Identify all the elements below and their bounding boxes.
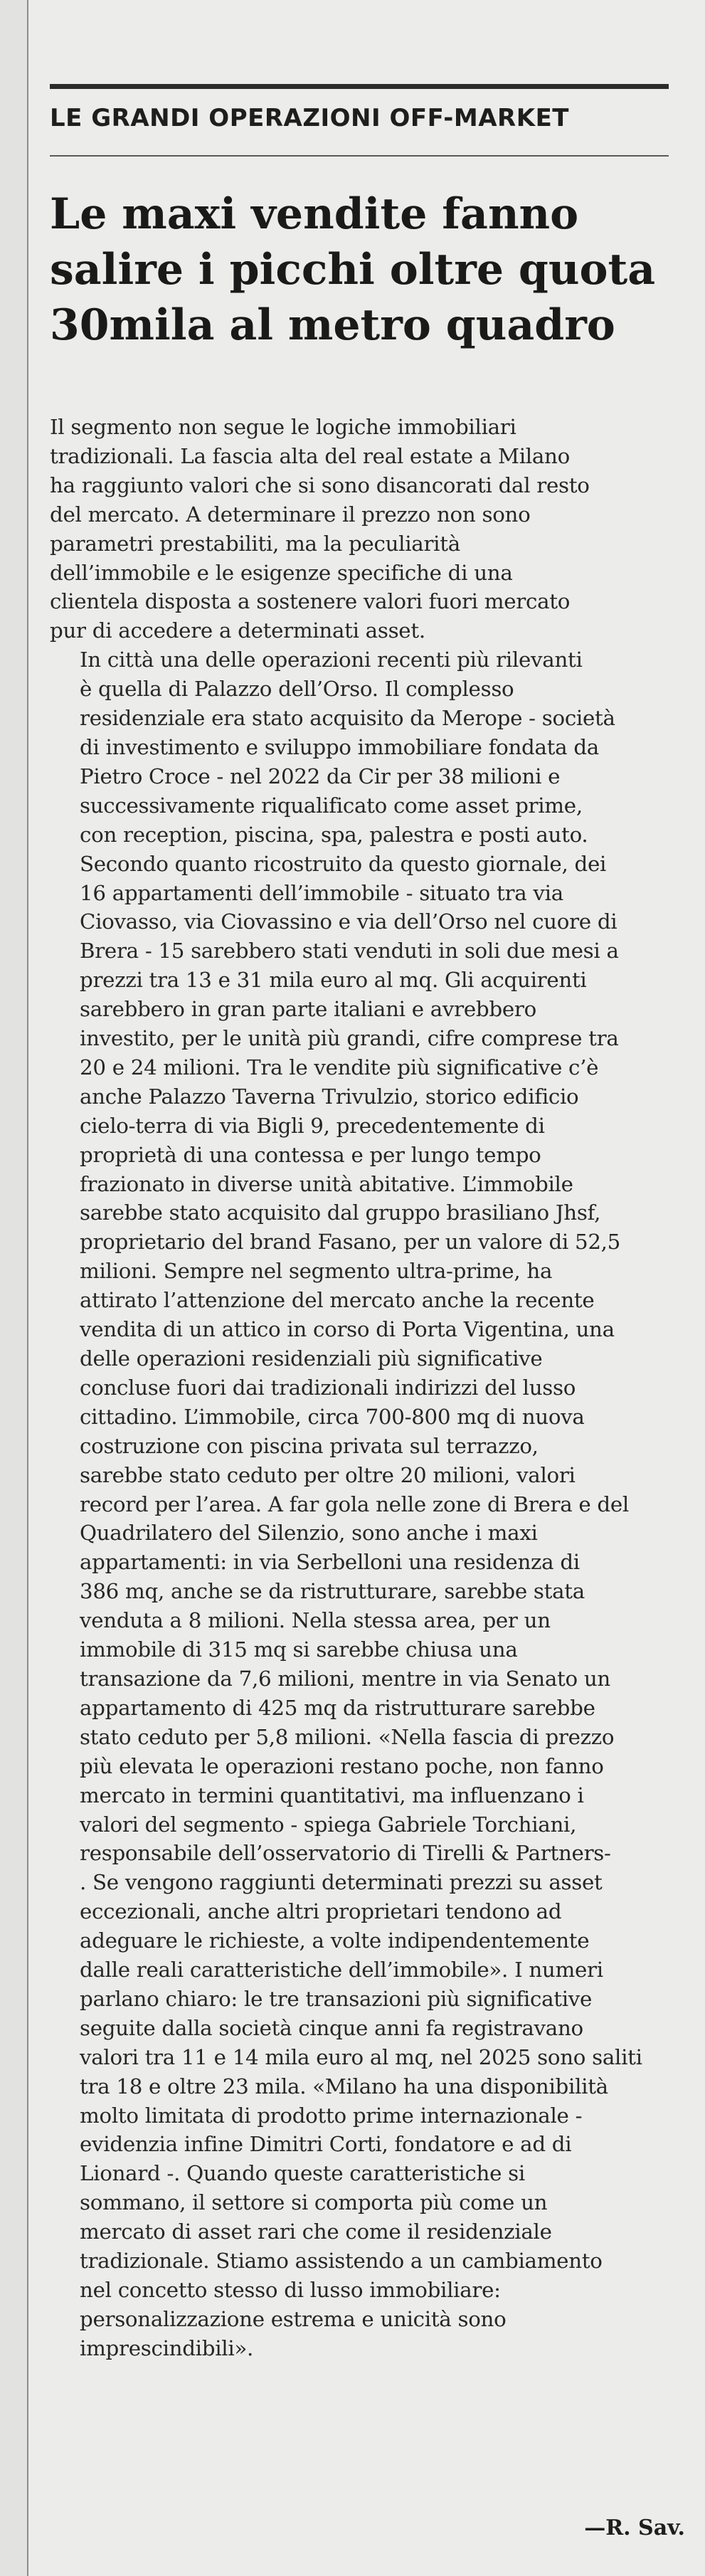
text-line: record per l’area. A far gola nelle zone di Brera e del [80, 1492, 629, 1516]
text-line: Ciovasso, via Ciovassino e via dell’Orso nel cuore di [80, 909, 617, 934]
text-line: responsabile dell’osservatorio di Tirelli & Partners- [80, 1841, 611, 1866]
text-line: Il segmento non segue le logiche immobiliari [50, 415, 516, 439]
text-line: concluse fuori dai tradizionali indirizzi del lusso [80, 1375, 576, 1400]
text-line: è quella di Palazzo dell’Orso. Il complesso [80, 677, 514, 702]
text-line: tra 18 e oltre 23 mila. «Milano ha una disponibilità [80, 2074, 608, 2099]
text-line: transazione da 7,6 milioni, mentre in via Senato un [80, 1666, 610, 1691]
text-line: nel concetto stesso di lusso immobiliare: [80, 2278, 501, 2302]
text-line: investito, per le unità più grandi, cifre comprese tra [80, 1026, 619, 1051]
section-kicker: LE GRANDI OPERAZIONI OFF-MARKET [50, 104, 569, 132]
text-line: prezzi tra 13 e 31 mila euro al mq. Gli acquirenti [80, 968, 587, 993]
text-line: Secondo quanto ricostruito da questo giornale, dei [80, 851, 607, 876]
text-line: tradizionale. Stiamo assistendo a un cambiamento [80, 2249, 603, 2274]
text-line: valori tra 11 e 14 mila euro al mq, nel 2025 sono saliti [80, 2044, 642, 2069]
text-line: cielo-terra di via Bigli 9, precedentemente di [80, 1113, 545, 1138]
text-line: . Se vengono raggiunti determinati prezzi su asset [80, 1870, 603, 1895]
text-line: frazionato in diverse unità abitative. L’immobile [80, 1171, 573, 1196]
article-body [50, 413, 649, 2363]
text-line: di investimento e sviluppo immobiliare fondata da [80, 734, 599, 759]
text-line: dalle reali caratteristiche dell’immobile». I numeri [80, 1958, 603, 1983]
text-line: milioni. Sempre nel segmento ultra-prime, ha [80, 1259, 553, 1284]
text-line: In città una delle operazioni recenti più rilevanti [80, 648, 583, 672]
text-line: cittadino. L’immobile, circa 700-800 mq di nuova [80, 1404, 585, 1429]
text-line: eccezionali, anche altri proprietari tendono ad [80, 1899, 562, 1924]
text-line: valori del segmento - spiega Gabriele Torchiani, [80, 1812, 577, 1837]
text-line: personalizzazione estrema e unicità sono [80, 2306, 507, 2331]
text-line: proprietario del brand Fasano, per un valore di 52,5 [80, 1230, 621, 1255]
text-line: appartamenti: in via Serbelloni una residenza di [80, 1550, 580, 1575]
text-line: anche Palazzo Taverna Trivulzio, storico edificio [80, 1084, 579, 1109]
text-line: Lionard -. Quando queste caratteristiche si [80, 2161, 525, 2186]
text-line: seguite dalla società cinque anni fa registravano [80, 2015, 583, 2040]
text-line: imprescindibili». [80, 2335, 254, 2360]
text-line: costruzione con piscina privata sul terrazzo, [80, 1433, 539, 1458]
text-line: parametri prestabiliti, ma la peculiarità [50, 531, 460, 556]
text-line: Quadrilatero del Silenzio, sono anche i maxi [80, 1521, 538, 1546]
article-headline [50, 186, 662, 353]
paragraph-1 [50, 413, 649, 645]
text-line: 16 appartamenti dell’immobile - situato tra via [80, 880, 563, 905]
text-line: sarebbero in gran parte italiani e avrebbero [80, 997, 536, 1022]
byline: —R. Sav. [584, 2516, 685, 2540]
text-line: vendita di un attico in corso di Porta Vigentina, una [80, 1317, 615, 1342]
text-line: ha raggiunto valori che si sono disancorati dal resto [50, 473, 590, 497]
text-line: pur di accedere a determinati asset. [50, 618, 425, 643]
text-line: appartamento di 425 mq da ristrutturare sarebbe [80, 1695, 595, 1720]
text-line: venduta a 8 milioni. Nella stessa area, per un [80, 1608, 551, 1633]
text-line: dell’immobile e le esigenze specifiche di una [50, 560, 513, 585]
text-line: tradizionali. La fascia alta del real estate a Milano [50, 443, 570, 468]
text-line: mercato in termini quantitativi, ma influenzano i [80, 1783, 584, 1807]
paragraph-2 [50, 645, 649, 2363]
text-line: sarebbe stato ceduto per oltre 20 milioni, valori [80, 1462, 576, 1487]
text-line: adeguare le richieste, a volte indipendentemente [80, 1928, 590, 1953]
text-line: evidenzia infine Dimitri Corti, fondatore e ad di [80, 2132, 572, 2157]
text-line: attirato l’attenzione del mercato anche la recente [80, 1288, 595, 1313]
text-line: mercato di asset rari che come il residenziale [80, 2219, 552, 2244]
text-line: delle operazioni residenziali più significative [80, 1346, 543, 1371]
text-line: immobile di 315 mq si sarebbe chiusa una [80, 1637, 518, 1662]
text-line: clientela disposta a sostenere valori fuori mercato [50, 589, 571, 614]
text-line: stato ceduto per 5,8 milioni. «Nella fascia di prezzo [80, 1724, 615, 1749]
top-rule [50, 84, 669, 89]
text-line: sommano, il settore si comporta più come un [80, 2190, 548, 2215]
text-line: sarebbe stato acquisito dal gruppo brasiliano Jhsf, [80, 1200, 601, 1225]
text-line: più elevata le operazioni restano poche, non fanno [80, 1753, 604, 1778]
text-line: Brera - 15 sarebbero stati venduti in soli due mesi a [80, 939, 619, 964]
text-line: del mercato. A determinare il prezzo non sono [50, 502, 531, 527]
text-line: parlano chiaro: le tre transazioni più significative [80, 1986, 593, 2011]
newspaper-page [27, 0, 705, 2576]
text-line: proprietà di una contessa e per lungo tempo [80, 1142, 541, 1167]
text-line: 386 mq, anche se da ristrutturare, sarebbe stata [80, 1579, 585, 1604]
text-line: successivamente riqualificato come asset prime, [80, 793, 583, 818]
text-line: con reception, piscina, spa, palestra e posti auto. [80, 822, 588, 847]
text-line: 20 e 24 milioni. Tra le vendite più significative c’è [80, 1055, 599, 1080]
headline-line: Le maxi vendite fanno [50, 189, 579, 239]
kicker-rule [50, 155, 669, 157]
headline-line: salire i picchi oltre quota [50, 245, 656, 295]
headline-line: 30mila al metro quadro [50, 300, 615, 350]
text-line: molto limitata di prodotto prime internazionale - [80, 2103, 583, 2128]
text-line: Pietro Croce - nel 2022 da Cir per 38 milioni e [80, 764, 561, 788]
text-line: residenziale era stato acquisito da Merope - società [80, 706, 615, 731]
